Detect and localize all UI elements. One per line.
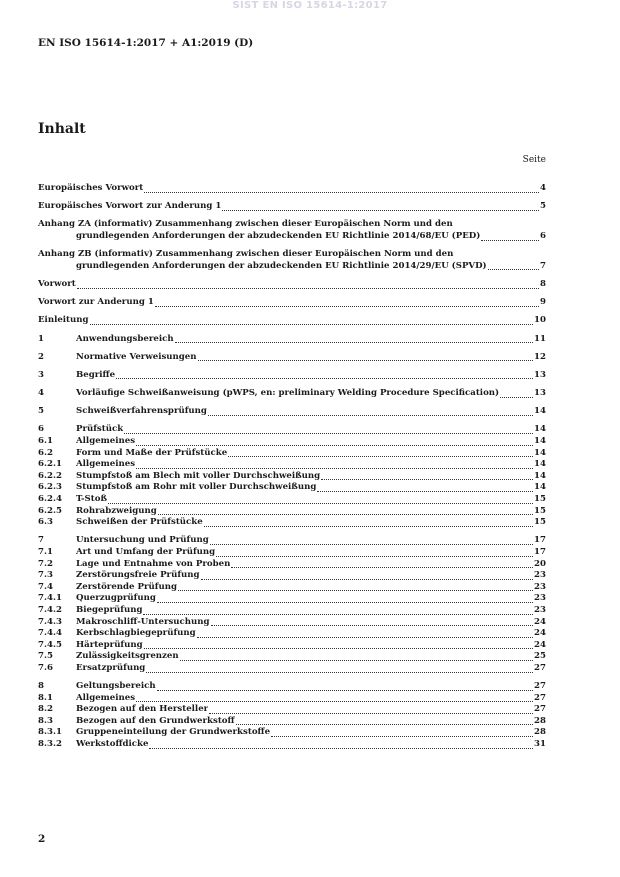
toc-entry-title: Schweißen der Prüfstücke <box>76 517 203 528</box>
toc-entry-title: Zerstörungsfreie Prüfung <box>76 570 200 581</box>
toc-entry[interactable] <box>38 704 546 716</box>
toc-entry[interactable] <box>38 582 546 594</box>
toc-entry[interactable] <box>38 471 546 483</box>
toc-entry-number: 6.2.2 <box>38 470 62 481</box>
toc-entry-page: 14 <box>534 436 546 447</box>
toc-entry-title: Vorläufige Schweißanweisung (pWPS, en: preliminary Welding Procedure Specification) <box>76 388 500 399</box>
toc-entry[interactable] <box>38 681 546 693</box>
toc-entry-number: 6.1 <box>38 436 53 447</box>
toc-entry-title: Makroschliff-Untersuchung <box>76 616 210 627</box>
toc-entry[interactable] <box>38 370 546 382</box>
toc-entry-page: 24 <box>534 628 546 639</box>
leader-dots <box>321 479 533 480</box>
leader-dots <box>144 192 539 193</box>
toc-entry[interactable] <box>38 352 546 364</box>
toc-entry-number: 6.2.4 <box>38 494 62 504</box>
toc-entry[interactable] <box>38 506 546 518</box>
toc-entry-title: Schweißverfahrensprüfung <box>76 406 207 417</box>
toc-entry-title: Art und Umfang der Prüfung <box>76 546 216 557</box>
toc-entry[interactable] <box>38 663 546 675</box>
leader-dots <box>157 690 533 691</box>
toc-entry-page: 8 <box>540 278 546 289</box>
toc-entry-page: 14 <box>534 459 546 470</box>
toc-entry[interactable] <box>38 570 546 582</box>
toc-entry-page: 10 <box>534 315 546 326</box>
toc-entry-number: 8.1 <box>38 692 53 703</box>
toc-entry-title: Rohrabzweigung <box>76 505 157 516</box>
leader-dots <box>198 360 534 361</box>
toc-entry[interactable] <box>38 249 546 272</box>
leader-dots <box>488 269 539 270</box>
toc-entry-page: 27 <box>534 681 546 692</box>
leader-dots <box>178 590 533 591</box>
toc-entry-title: Allgemeines <box>76 692 136 703</box>
toc-entry-number: 1 <box>38 333 44 344</box>
toc-entry-title: Vorwort zur Änderung 1 <box>38 297 154 308</box>
leader-dots <box>155 306 539 307</box>
toc-entry-number: 7.4.1 <box>38 593 62 604</box>
toc-entry-number: 8 <box>38 681 44 692</box>
toc-entry-title: Gruppeneinteilung der Grundwerkstoffe <box>76 727 271 738</box>
toc-entry-title: Allgemeines <box>76 459 136 470</box>
toc-entry[interactable] <box>38 628 546 640</box>
toc-entry-title-continued: grundlegenden Anforderungen der abzudeckenden EU Richtlinie 2014/29/EU (SPVD) <box>76 260 487 271</box>
leader-dots <box>317 491 533 492</box>
toc-entry-title: T-Stoß <box>76 494 107 504</box>
toc-entry[interactable] <box>38 651 546 663</box>
toc-entry-number: 8.3 <box>38 715 53 726</box>
toc-entry-page: 14 <box>534 482 546 493</box>
toc-entry[interactable] <box>38 424 546 436</box>
toc-entry-number: 7.4.5 <box>38 639 62 650</box>
leader-dots <box>481 240 539 241</box>
toc-entry-page: 15 <box>534 505 546 516</box>
leader-dots <box>108 503 533 504</box>
toc-entry-number: 3 <box>38 369 44 380</box>
toc-entry[interactable] <box>38 605 546 617</box>
leader-dots <box>231 567 533 568</box>
toc-entry-title-continued: grundlegenden Anforderungen der abzudeckenden EU Richtlinie 2014/68/EU (PED) <box>76 230 481 241</box>
toc-entry-page: 24 <box>534 616 546 627</box>
toc-entry-number: 8.2 <box>38 704 53 715</box>
toc-entry-title: Untersuchung und Prüfung <box>76 535 209 546</box>
toc-entry-page: 23 <box>534 593 546 604</box>
toc-entry-page: 11 <box>534 333 546 344</box>
toc-entry-number: 8.3.2 <box>38 739 62 750</box>
toc-entry-page: 14 <box>534 424 546 435</box>
toc-entry[interactable] <box>38 388 546 400</box>
toc-entry[interactable] <box>38 219 546 242</box>
toc-entry-number: 5 <box>38 406 44 417</box>
leader-dots <box>146 672 533 673</box>
leader-dots <box>204 526 533 527</box>
leader-dots <box>77 288 539 289</box>
toc-entry-page: 23 <box>534 581 546 592</box>
leader-dots <box>175 342 533 343</box>
toc-entry-number: 6.3 <box>38 517 53 528</box>
toc-entry-number: 7 <box>38 535 44 546</box>
toc-entry-title: Härteprüfung <box>76 639 143 650</box>
toc-entry-number: 7.4.2 <box>38 604 62 615</box>
toc-entry-page: 13 <box>534 369 546 380</box>
toc-entry-number: 7.4.4 <box>38 628 62 639</box>
toc-entry-page: 12 <box>534 351 546 362</box>
toc-entry-page: 14 <box>534 470 546 481</box>
toc-entry-page: 23 <box>534 604 546 615</box>
leader-dots <box>222 210 539 211</box>
toc-entry[interactable] <box>38 693 546 705</box>
leader-dots <box>201 579 533 580</box>
toc-entry[interactable] <box>38 297 546 309</box>
toc-entry[interactable] <box>38 201 546 213</box>
toc-entry-number: 6 <box>38 424 44 435</box>
leader-dots <box>208 415 533 416</box>
leader-dots <box>216 556 533 557</box>
toc-entry[interactable] <box>38 459 546 471</box>
toc-entry-title: Querzugprüfung <box>76 593 156 604</box>
toc-entry-number: 7.4 <box>38 581 53 592</box>
toc-entry-page: 5 <box>540 201 546 212</box>
toc-entry-title: Geltungsbereich <box>76 681 156 692</box>
leader-dots <box>236 724 533 725</box>
toc-entry-title: Prüfstück <box>76 424 124 435</box>
toc-entry-number: 7.6 <box>38 662 53 673</box>
toc-entry-page: 9 <box>540 297 546 308</box>
toc-entry-page: 17 <box>534 546 546 557</box>
toc-entry-page: 27 <box>534 704 546 715</box>
toc-entry-number: 7.5 <box>38 651 53 662</box>
toc-entry-title: Ersatzprüfung <box>76 662 146 673</box>
toc-entry-title: Werkstoffdicke <box>76 739 149 750</box>
toc-entry-number: 8.3.1 <box>38 727 62 738</box>
toc-entry[interactable] <box>38 547 546 559</box>
toc-entry[interactable] <box>38 436 546 448</box>
toc-entry-title: Anhang ZA (informativ) Zusammenhang zwischen dieser Europäischen Norm und den <box>38 219 453 230</box>
toc-entry-page: 14 <box>534 447 546 458</box>
leader-dots <box>136 445 533 446</box>
toc-entry-title: Bezogen auf den Hersteller <box>76 704 209 715</box>
toc-entry[interactable] <box>38 727 546 739</box>
toc-entry[interactable] <box>38 739 546 751</box>
leader-dots <box>211 625 533 626</box>
leader-dots <box>210 544 533 545</box>
leader-dots <box>90 324 533 325</box>
toc-entry-number: 6.2.3 <box>38 482 62 493</box>
toc-entry-page: 24 <box>534 639 546 650</box>
toc-entry-page: 15 <box>534 494 546 504</box>
toc-entry[interactable] <box>38 559 546 571</box>
toc-entry-page: 15 <box>534 517 546 528</box>
leader-dots <box>144 648 533 649</box>
toc-entry-title: Normative Verweisungen <box>76 351 197 362</box>
toc-entry[interactable] <box>38 535 546 547</box>
leader-dots <box>143 614 533 615</box>
toc-entry-title: Biegeprüfung <box>76 604 143 615</box>
toc-entry-page: 6 <box>540 230 546 241</box>
toc-entry[interactable] <box>38 640 546 652</box>
toc-entry-page: 23 <box>534 570 546 581</box>
toc-entry-page: 27 <box>534 692 546 703</box>
toc-entry-number: 6.2.5 <box>38 505 62 516</box>
leader-dots <box>136 468 533 469</box>
leader-dots <box>500 397 533 398</box>
leader-dots <box>158 514 533 515</box>
toc-entry[interactable] <box>38 448 546 460</box>
document-header: EN ISO 15614-1:2017 + A1:2019 (D) <box>38 37 254 49</box>
toc-entry-page: 25 <box>534 651 546 662</box>
toc-entry[interactable] <box>38 406 546 418</box>
toc-entry-number: 6.2 <box>38 447 53 458</box>
leader-dots <box>180 660 533 661</box>
toc-entry-page: 13 <box>534 388 546 399</box>
toc-entry[interactable] <box>38 617 546 629</box>
toc-entry-page: 28 <box>534 715 546 726</box>
toc-entry-title: Stumpfstoß am Blech mit voller Durchschweißung <box>76 470 321 481</box>
toc-entry-title: Bezogen auf den Grundwerkstoff <box>76 715 235 726</box>
toc-entry-title: Zulässigkeitsgrenzen <box>76 651 179 662</box>
table-of-contents <box>38 183 546 751</box>
toc-entry-page: 7 <box>540 260 546 271</box>
toc-entry-page: 4 <box>540 183 546 193</box>
toc-entry-page: 20 <box>534 558 546 569</box>
toc-entry-number: 4 <box>38 388 44 399</box>
leader-dots <box>136 701 533 702</box>
toc-entry[interactable] <box>38 183 546 195</box>
toc-entry-number: 7.1 <box>38 546 53 557</box>
toc-entry-title: Anwendungsbereich <box>76 333 174 344</box>
toc-entry[interactable] <box>38 517 546 529</box>
toc-entry[interactable] <box>38 494 546 506</box>
toc-entry-page: 31 <box>534 739 546 750</box>
leader-dots <box>116 378 533 379</box>
toc-entry-title: Europäisches Vorwort <box>38 183 144 193</box>
toc-entry-title: Anhang ZB (informativ) Zusammenhang zwischen dieser Europäischen Norm und den <box>38 249 454 260</box>
toc-entry-title: Lage und Entnahme von Proben <box>76 558 231 569</box>
toc-entry-title: Vorwort <box>38 278 76 289</box>
toc-entry[interactable] <box>38 593 546 605</box>
toc-entry-number: 6.2.1 <box>38 459 62 470</box>
leader-dots <box>124 433 533 434</box>
toc-entry[interactable] <box>38 716 546 728</box>
toc-entry-number: 7.3 <box>38 570 53 581</box>
leader-dots <box>157 602 533 603</box>
toc-entry-number: 7.4.3 <box>38 616 62 627</box>
toc-entry-page: 17 <box>534 535 546 546</box>
watermark: SIST EN ISO 15614-1:2017 <box>232 0 388 11</box>
toc-entry[interactable] <box>38 482 546 494</box>
toc-entry-title: Europäisches Vorwort zur Änderung 1 <box>38 201 222 212</box>
leader-dots <box>271 736 533 737</box>
page-number: 2 <box>38 833 46 845</box>
toc-entry-title: Zerstörende Prüfung <box>76 581 177 592</box>
leader-dots <box>209 713 533 714</box>
leader-dots <box>149 748 533 749</box>
toc-entry-page: 27 <box>534 662 546 673</box>
leader-dots <box>197 637 533 638</box>
seite-label: Seite <box>522 155 546 165</box>
toc-entry[interactable] <box>38 279 546 291</box>
toc-entry-number: 2 <box>38 351 44 362</box>
toc-entry-title: Kerbschlagbiegeprüfung <box>76 628 196 639</box>
toc-entry-page: 28 <box>534 727 546 738</box>
toc-entry[interactable] <box>38 315 546 327</box>
toc-entry-title: Stumpfstoß am Rohr mit voller Durchschweißung <box>76 482 317 493</box>
toc-entry-title: Form und Maße der Prüfstücke <box>76 447 228 458</box>
toc-entry-title: Einleitung <box>38 315 89 326</box>
toc-title: Inhalt <box>38 121 86 137</box>
toc-entry-title: Begriffe <box>76 369 116 380</box>
leader-dots <box>228 456 533 457</box>
toc-entry-title: Allgemeines <box>76 436 136 447</box>
toc-entry[interactable] <box>38 334 546 346</box>
toc-entry-page: 14 <box>534 406 546 417</box>
toc-entry-number: 7.2 <box>38 558 53 569</box>
